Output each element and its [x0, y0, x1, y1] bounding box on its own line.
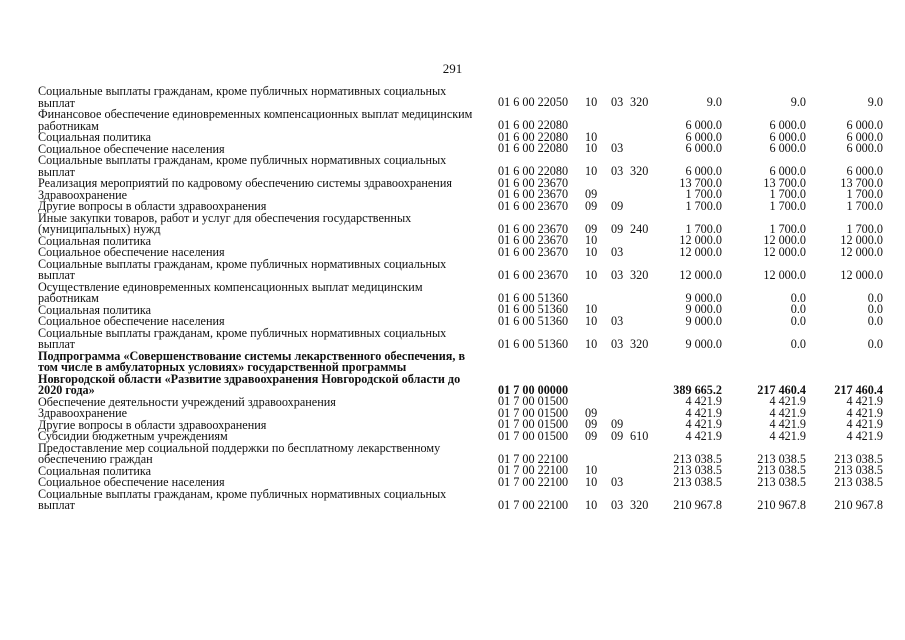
row-name: Обеспечение деятельности учреждений здравоохранения [38, 394, 336, 409]
section-code: 10 [585, 463, 598, 477]
amount-year-3: 6 000.0 [846, 129, 883, 144]
target-code: 01 7 00 00000 [498, 382, 569, 397]
row-name: Субсидии бюджетным учреждениям [38, 429, 228, 443]
section-code: 09 [585, 187, 598, 201]
amount-year-2: 213 038.5 [757, 451, 806, 466]
amount-year-2: 12 000.0 [763, 244, 806, 259]
amount-year-1: 389 665.2 [673, 382, 722, 397]
section-code: 10 [585, 336, 598, 351]
amount-year-3: 9.0 [867, 95, 883, 109]
amount-year-1: 9 000.0 [685, 302, 722, 316]
amount-year-2: 213 038.5 [757, 463, 806, 477]
amount-year-2: 6 000.0 [769, 129, 806, 144]
row-name: Социальные выплаты гражданам, кроме публичных нормативных социальных выплат [38, 256, 447, 282]
table-row [38, 325, 883, 351]
amount-year-3: 1 700.0 [846, 187, 883, 201]
subsection-code: 03 [611, 244, 624, 259]
section-code: 10 [585, 497, 598, 512]
amount-year-1: 6 000.0 [685, 164, 722, 178]
expense-type-code: 240 [630, 221, 649, 236]
amount-year-2: 6 000.0 [769, 141, 806, 155]
amount-year-1: 1 700.0 [685, 221, 722, 236]
amount-year-3: 213 038.5 [834, 451, 883, 466]
amount-year-2: 1 700.0 [769, 198, 806, 213]
amount-year-1: 4 421.9 [685, 417, 722, 431]
amount-year-3: 210 967.8 [834, 497, 883, 512]
amount-year-3: 4 421.9 [846, 428, 883, 443]
page-number: 291 [442, 61, 463, 76]
row-name: Социальная политика [38, 463, 152, 478]
amount-year-1: 4 421.9 [685, 428, 722, 443]
expense-type-code: 320 [630, 267, 649, 282]
amount-year-1: 9 000.0 [685, 336, 722, 351]
amount-year-1: 213 038.5 [673, 474, 722, 489]
amount-year-1: 213 038.5 [673, 463, 722, 477]
target-code: 01 7 00 01500 [498, 428, 569, 443]
target-code: 01 7 00 01500 [498, 405, 569, 420]
section-code: 09 [585, 428, 598, 443]
target-code: 01 6 00 23670 [498, 187, 569, 201]
amount-year-2: 9.0 [790, 95, 806, 109]
amount-year-2: 0.0 [790, 290, 806, 305]
row-name: Социальная политика [38, 130, 152, 144]
amount-year-3: 1 700.0 [846, 221, 883, 236]
target-code: 01 6 00 23670 [498, 221, 569, 236]
target-code: 01 6 00 22080 [498, 129, 569, 144]
amount-year-1: 6 000.0 [685, 141, 722, 155]
amount-year-3: 1 700.0 [846, 198, 883, 213]
row-name: Социальная политика [38, 233, 152, 248]
amount-year-1: 213 038.5 [673, 451, 722, 466]
amount-year-2: 0.0 [790, 336, 806, 351]
amount-year-3: 0.0 [867, 302, 883, 316]
amount-year-3: 12 000.0 [840, 244, 883, 259]
amount-year-2: 0.0 [790, 313, 806, 328]
target-code: 01 6 00 22080 [498, 141, 569, 155]
section-code: 10 [585, 244, 598, 259]
target-code: 01 6 00 23670 [498, 233, 569, 247]
section-code: 10 [585, 267, 598, 282]
amount-year-2: 217 460.4 [757, 382, 806, 397]
amount-year-2: 4 421.9 [769, 405, 806, 420]
amount-year-1: 6 000.0 [685, 118, 722, 132]
subsection-code: 09 [611, 417, 624, 431]
amount-year-3: 217 460.4 [834, 382, 883, 397]
row-name: Социальные выплаты гражданам, кроме публичных нормативных социальных выплат [38, 486, 447, 512]
amount-year-1: 1 700.0 [685, 198, 722, 213]
table-row [38, 348, 883, 397]
target-code: 01 7 00 22100 [498, 463, 569, 477]
amount-year-2: 4 421.9 [769, 394, 806, 408]
amount-year-1: 12 000.0 [679, 244, 722, 259]
amount-year-3: 4 421.9 [846, 394, 883, 408]
amount-year-2: 213 038.5 [757, 474, 806, 489]
amount-year-3: 213 038.5 [834, 463, 883, 477]
section-code: 10 [585, 233, 598, 247]
amount-year-2: 6 000.0 [769, 118, 806, 132]
subsection-code: 03 [611, 313, 624, 328]
subsection-code: 03 [611, 497, 624, 512]
amount-year-1: 4 421.9 [685, 405, 722, 420]
subsection-code: 09 [611, 428, 624, 443]
target-code: 01 6 00 51360 [498, 336, 569, 351]
subsection-code: 03 [611, 267, 624, 282]
target-code: 01 6 00 23670 [498, 244, 569, 259]
row-name: Социальное обеспечение населения [38, 141, 225, 156]
row-name: Социальная политика [38, 302, 152, 317]
section-code: 09 [585, 198, 598, 213]
table-row [38, 256, 883, 282]
section-code: 09 [585, 221, 598, 236]
target-code: 01 6 00 23670 [498, 198, 569, 213]
expense-type-code: 320 [630, 497, 649, 512]
row-name: Осуществление единовременных компенсационных выплат медицинским работникам [38, 279, 423, 305]
amount-year-1: 1 700.0 [685, 187, 722, 201]
table-row [38, 440, 883, 466]
target-code: 01 6 00 23670 [498, 175, 569, 190]
section-code: 10 [585, 164, 598, 178]
row-name: Финансовое обеспечение единовременных компенсационных выплат медицинским работникам [38, 107, 473, 133]
amount-year-2: 4 421.9 [769, 417, 806, 431]
section-code: 10 [585, 313, 598, 328]
amount-year-3: 13 700.0 [840, 175, 883, 190]
amount-year-1: 9 000.0 [685, 290, 722, 305]
amount-year-2: 1 700.0 [769, 221, 806, 236]
row-name: Социальные выплаты гражданам, кроме публичных нормативных социальных выплат [38, 84, 447, 110]
expense-type-code: 320 [630, 95, 649, 109]
amount-year-3: 213 038.5 [834, 474, 883, 489]
amount-year-1: 210 967.8 [673, 497, 722, 512]
row-name: Иные закупки товаров, работ и услуг для обеспечения государственных (муниципальных) нужд [38, 210, 412, 236]
subsection-code: 03 [611, 141, 624, 155]
row-name: Социальные выплаты гражданам, кроме публичных нормативных социальных выплат [38, 325, 447, 351]
amount-year-2: 4 421.9 [769, 428, 806, 443]
amount-year-3: 0.0 [867, 313, 883, 328]
target-code: 01 6 00 51360 [498, 313, 569, 328]
table-row [38, 155, 883, 178]
row-name: Социальное обеспечение населения [38, 314, 225, 328]
target-code: 01 7 00 22100 [498, 474, 569, 489]
amount-year-2: 210 967.8 [757, 497, 806, 512]
subsection-code: 09 [611, 198, 624, 213]
amount-year-3: 6 000.0 [846, 118, 883, 132]
amount-year-3: 12 000.0 [840, 233, 883, 247]
subsection-code: 03 [611, 336, 624, 351]
subsection-code: 03 [611, 474, 624, 489]
budget-table [38, 86, 883, 512]
target-code: 01 6 00 23670 [498, 267, 569, 282]
section-code: 10 [585, 95, 598, 109]
row-name: Социальные выплаты гражданам, кроме публичных нормативных социальных выплат [38, 153, 447, 179]
target-code: 01 6 00 22080 [498, 118, 569, 132]
amount-year-2: 13 700.0 [763, 175, 806, 190]
amount-year-2: 12 000.0 [763, 267, 806, 282]
row-name: Здравоохранение [38, 406, 128, 420]
target-code: 01 7 00 01500 [498, 417, 569, 431]
table-row [38, 175, 883, 190]
amount-year-1: 13 700.0 [679, 175, 722, 190]
expense-type-code: 610 [630, 428, 649, 443]
table-row [38, 394, 883, 409]
amount-year-1: 9 000.0 [685, 313, 722, 328]
row-name: Социальное обеспечение населения [38, 245, 225, 259]
amount-year-2: 6 000.0 [769, 164, 806, 178]
section-code: 10 [585, 141, 598, 155]
target-code: 01 6 00 51360 [498, 290, 569, 305]
amount-year-3: 6 000.0 [846, 141, 883, 155]
row-name: Социальное обеспечение населения [38, 475, 225, 489]
row-name: Здравоохранение [38, 187, 128, 202]
amount-year-3: 6 000.0 [846, 164, 883, 178]
amount-year-1: 9.0 [706, 95, 722, 109]
target-code: 01 6 00 22050 [498, 95, 569, 109]
row-name: Другие вопросы в области здравоохранения [38, 417, 267, 432]
subsection-code: 09 [611, 221, 624, 236]
section-code: 09 [585, 417, 598, 431]
target-code: 01 7 00 01500 [498, 394, 569, 408]
row-name: Реализация мероприятий по кадровому обеспечению системы здравоохранения [38, 176, 452, 190]
amount-year-2: 1 700.0 [769, 187, 806, 201]
target-code: 01 6 00 22080 [498, 164, 569, 178]
amount-year-3: 4 421.9 [846, 405, 883, 420]
amount-year-1: 4 421.9 [685, 394, 722, 408]
amount-year-3: 12 000.0 [840, 267, 883, 282]
section-code: 09 [585, 405, 598, 420]
target-code: 01 6 00 51360 [498, 302, 569, 316]
target-code: 01 7 00 22100 [498, 497, 569, 512]
amount-year-2: 12 000.0 [763, 233, 806, 247]
amount-year-1: 12 000.0 [679, 267, 722, 282]
amount-year-3: 0.0 [867, 290, 883, 305]
section-code: 10 [585, 129, 598, 144]
expense-type-code: 320 [630, 164, 649, 178]
amount-year-3: 4 421.9 [846, 417, 883, 431]
target-code: 01 7 00 22100 [498, 451, 569, 466]
section-code: 10 [585, 474, 598, 489]
expense-type-code: 320 [630, 336, 649, 351]
table-row [38, 210, 883, 236]
table-row [38, 279, 883, 305]
subsection-code: 03 [611, 95, 624, 109]
row-name: Подпрограмма «Совершенствование системы лекарственного обеспечения, в том числе в амбулаторных условиях» государственной программы Новгородской области «Развитие здравоохранения Новгородской области до 2020 года» [38, 348, 466, 397]
table-row [38, 86, 883, 109]
amount-year-1: 12 000.0 [679, 233, 722, 247]
table-row [38, 486, 883, 512]
amount-year-2: 0.0 [790, 302, 806, 316]
table-row [38, 109, 883, 132]
subsection-code: 03 [611, 164, 624, 178]
section-code: 10 [585, 302, 598, 316]
amount-year-1: 6 000.0 [685, 129, 722, 144]
row-name: Другие вопросы в области здравоохранения [38, 199, 267, 213]
amount-year-3: 0.0 [867, 336, 883, 351]
row-name: Предоставление мер социальной поддержки по бесплатному лекарственному обеспечению граждан [38, 440, 441, 466]
